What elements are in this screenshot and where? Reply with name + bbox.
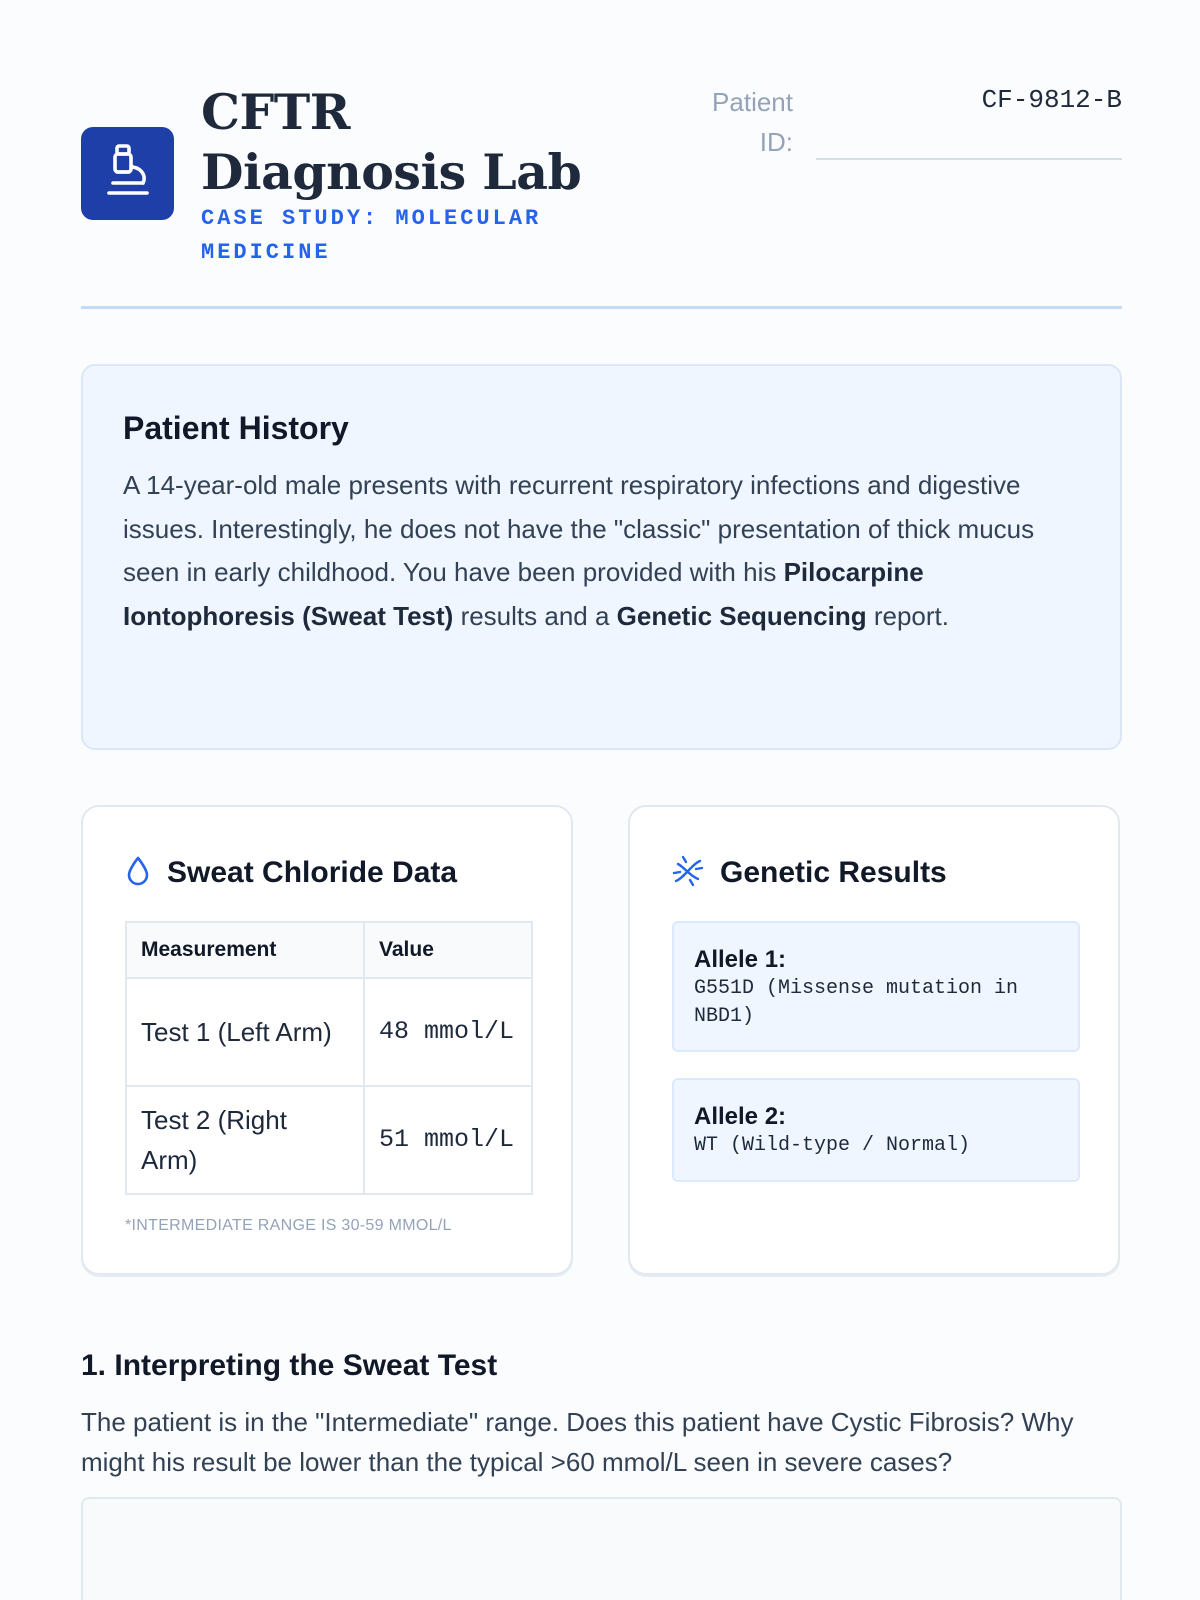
table-header-row [126,922,532,978]
column-header-measurement: Measurement [126,922,364,978]
allele-1-label: Allele 1: [694,946,787,973]
allele-1-box [672,921,1080,1052]
patient-history-card [81,364,1122,750]
history-genetic-term: Genetic Sequencing [616,600,867,631]
column-header-value: Value [364,922,532,978]
sweat-card-title: Sweat Chloride Data [167,856,458,889]
history-sweat-test-term: Pilocarpine Iontophoresis (Sweat Test) [123,557,924,631]
page-header [81,78,1122,310]
genetic-results-card [628,805,1120,1275]
answer-textarea[interactable] [81,1497,1122,1600]
sweat-chloride-card [81,805,573,1275]
droplet-icon [125,855,151,892]
sweat-table [125,921,533,1195]
history-text-part: results and a [453,600,617,631]
allele-1-value: G551D (Missense mutation in NBD1) [694,977,1019,1028]
allele-2-label: Allele 2: [694,1103,787,1130]
microscope-icon [103,143,153,204]
history-text-part: report. [866,600,949,631]
allele-2-value: WT (Wild-type / Normal) [694,1134,971,1157]
measurement-cell: Test 1 (Left Arm) [126,978,364,1086]
allele-2-box [672,1078,1080,1182]
history-text-part: A 14-year-old male presents with recurrent respiratory infections and digestive issues. Interestingly, he does not have the "classic" presentation of thick mucus seen in early childhood. You have been provided with his [123,470,1035,587]
page-subtitle: CASE STUDY: MOLECULAR MEDICINE [201,206,542,265]
history-text [123,464,1080,638]
value-cell: 51 mmol/L [364,1086,532,1194]
page-title: CFTR Diagnosis Lab [201,83,582,201]
lab-logo [81,127,174,220]
question-1-text: The patient is in the "Intermediate" range. Does this patient have Cystic Fibrosis? Why might his result be lower than the typical >60 mmol/L seen in severe cases? [81,1407,1074,1477]
dna-icon [672,854,704,893]
genetic-card-title: Genetic Results [720,856,947,889]
header-divider [81,306,1122,309]
table-row [126,1086,532,1194]
range-footnote: *INTERMEDIATE RANGE IS 30-59 MMOL/L [125,1217,452,1234]
sweat-card-header [125,851,457,895]
patient-id-field[interactable]: CF-9812-B [816,80,1122,160]
patient-id-label: Patient ID: [712,87,793,157]
value-cell: 48 mmol/L [364,978,532,1086]
genetic-card-header [672,851,947,895]
table-row [126,978,532,1086]
question-1-title: 1. Interpreting the Sweat Test [81,1349,498,1382]
history-title: Patient History [123,410,349,446]
measurement-cell: Test 2 (Right Arm) [126,1086,364,1194]
